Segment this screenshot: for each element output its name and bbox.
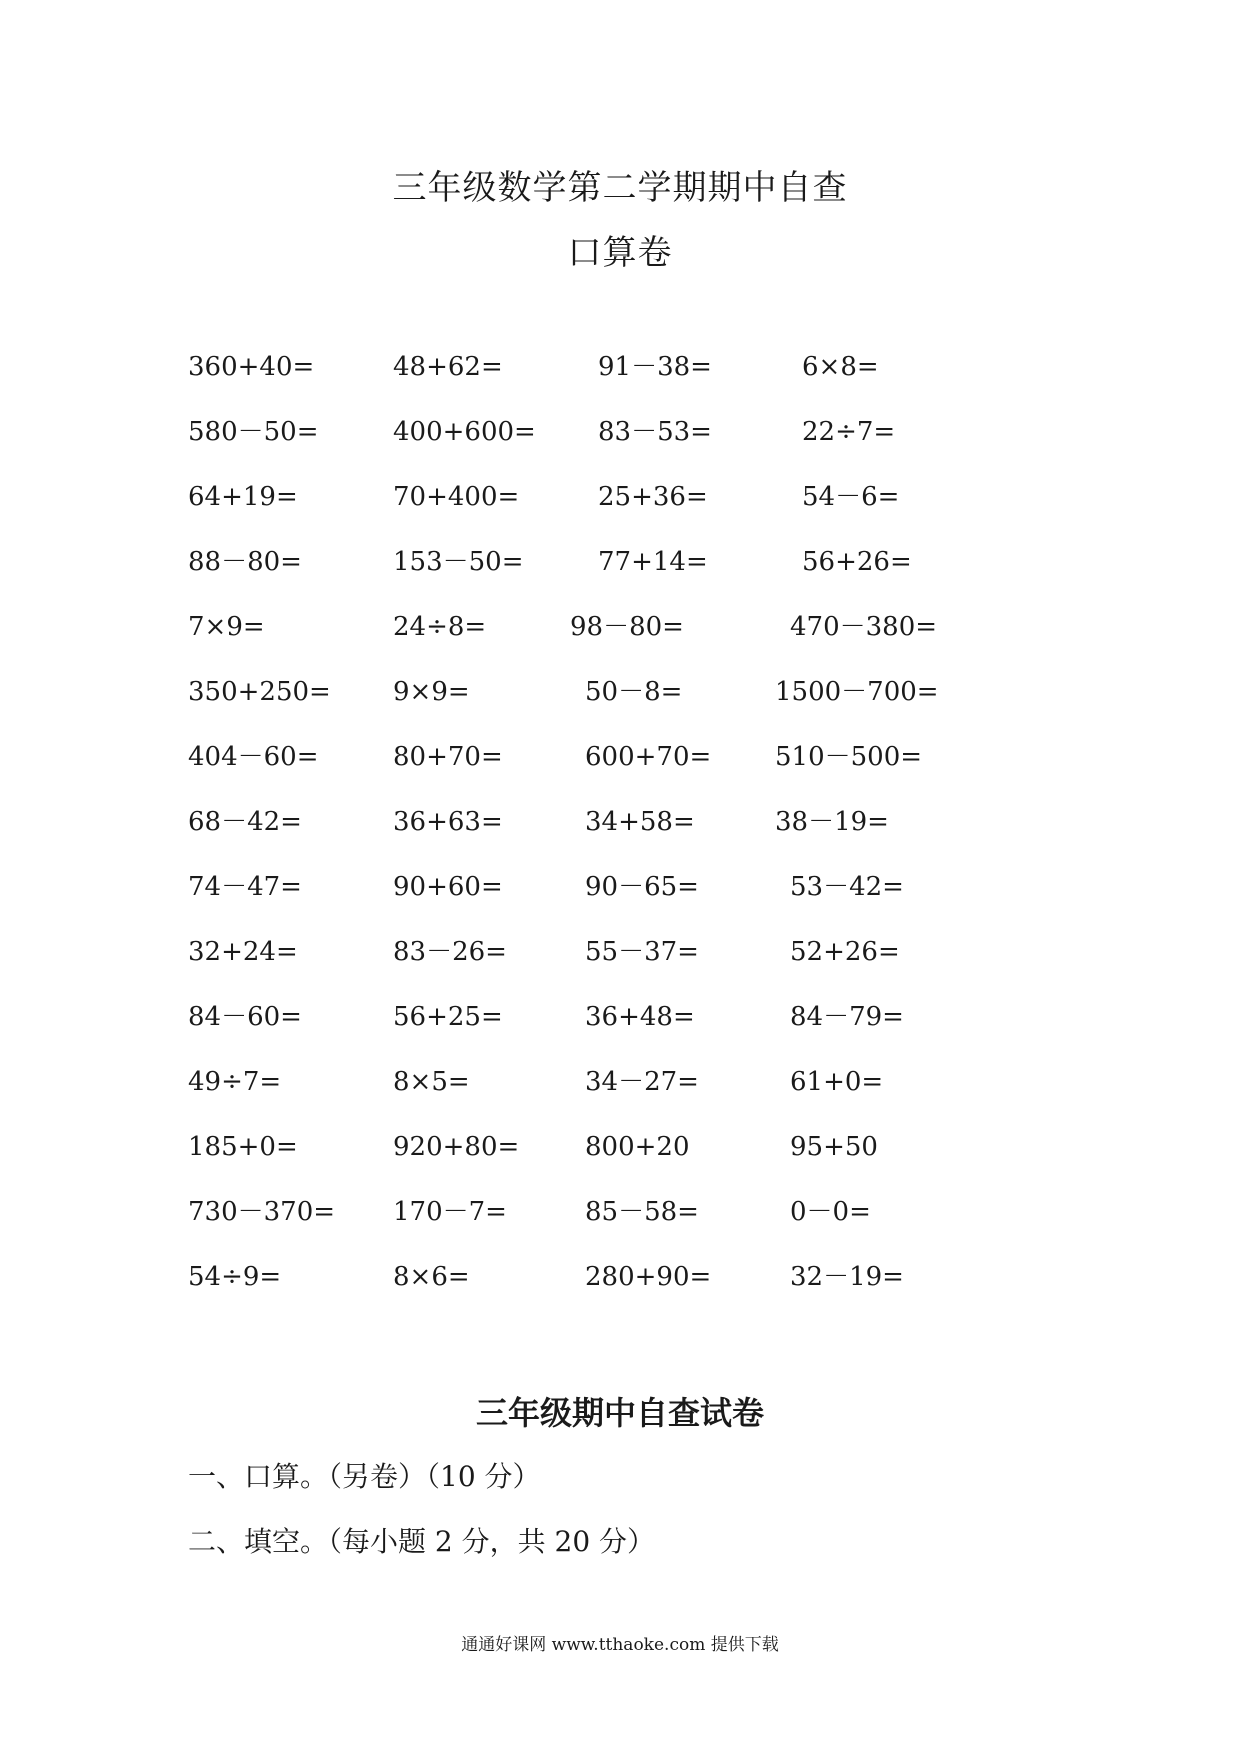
problem-item: 74－47= [188, 872, 302, 902]
problem-item: 470－380= [790, 612, 938, 642]
problem-item: 48+62= [393, 352, 503, 382]
problem-item: 6×8= [802, 352, 879, 382]
problem-item: 22÷7= [802, 417, 896, 447]
problem-item: 34－27= [585, 1067, 699, 1097]
problem-item: 80+70= [393, 742, 503, 772]
section-oral-calculation: 一、口算。（另卷）（10 分） [188, 1460, 541, 1493]
problem-item: 70+400= [393, 482, 520, 512]
problem-item: 800+20 [585, 1132, 690, 1162]
problem-item: 153－50= [393, 547, 524, 577]
problem-item: 56+26= [802, 547, 912, 577]
problem-item: 1500－700= [775, 677, 939, 707]
problem-item: 185+0= [188, 1132, 298, 1162]
footer-text: 通通好课网 www.tthaoke.com 提供下载 [461, 1635, 779, 1655]
problem-item: 920+80= [393, 1132, 520, 1162]
problem-item: 54－6= [802, 482, 900, 512]
problem-item: 32－19= [790, 1262, 904, 1292]
problem-item: 34+58= [585, 807, 695, 837]
problem-item: 8×6= [393, 1262, 470, 1292]
problem-item: 280+90= [585, 1262, 712, 1292]
problem-item: 7×9= [188, 612, 265, 642]
problem-item: 360+40= [188, 352, 315, 382]
problem-item: 36+63= [393, 807, 503, 837]
problem-item: 98－80= [570, 612, 684, 642]
problem-item: 55－37= [585, 937, 699, 967]
page-title: 三年级数学第二学期期中自查 [392, 168, 848, 208]
problem-item: 25+36= [598, 482, 708, 512]
problem-item: 53－42= [790, 872, 904, 902]
problem-item: 83－26= [393, 937, 507, 967]
problem-item: 32+24= [188, 937, 298, 967]
problem-item: 580－50= [188, 417, 319, 447]
section-fill-blanks: 二、填空。（每小题 2 分，共 20 分） [188, 1525, 656, 1558]
problem-item: 36+48= [585, 1002, 695, 1032]
problem-item: 83－53= [598, 417, 712, 447]
problem-item: 88－80= [188, 547, 302, 577]
problem-item: 52+26= [790, 937, 900, 967]
problem-item: 350+250= [188, 677, 331, 707]
problem-item: 54÷9= [188, 1262, 282, 1292]
problem-item: 61+0= [790, 1067, 884, 1097]
problem-item: 9×9= [393, 677, 470, 707]
problem-item: 38－19= [775, 807, 889, 837]
problem-item: 404－60= [188, 742, 319, 772]
problem-item: 77+14= [598, 547, 708, 577]
problem-item: 0－0= [790, 1197, 871, 1227]
problem-item: 400+600= [393, 417, 536, 447]
problem-item: 90+60= [393, 872, 503, 902]
problem-item: 24÷8= [393, 612, 487, 642]
problem-item: 95+50 [790, 1132, 878, 1162]
problem-item: 68－42= [188, 807, 302, 837]
exam-title: 三年级期中自查试卷 [475, 1394, 764, 1432]
problem-item: 56+25= [393, 1002, 503, 1032]
problem-item: 49÷7= [188, 1067, 282, 1097]
problem-item: 64+19= [188, 482, 298, 512]
problem-item: 50－8= [585, 677, 683, 707]
problem-item: 8×5= [393, 1067, 470, 1097]
problem-item: 730－370= [188, 1197, 336, 1227]
problem-item: 170－7= [393, 1197, 507, 1227]
problem-item: 600+70= [585, 742, 712, 772]
problem-item: 84－79= [790, 1002, 904, 1032]
page-subtitle: 口算卷 [567, 233, 673, 273]
problem-item: 85－58= [585, 1197, 699, 1227]
problem-item: 91－38= [598, 352, 712, 382]
problem-item: 90－65= [585, 872, 699, 902]
problem-item: 84－60= [188, 1002, 302, 1032]
problem-item: 510－500= [775, 742, 923, 772]
